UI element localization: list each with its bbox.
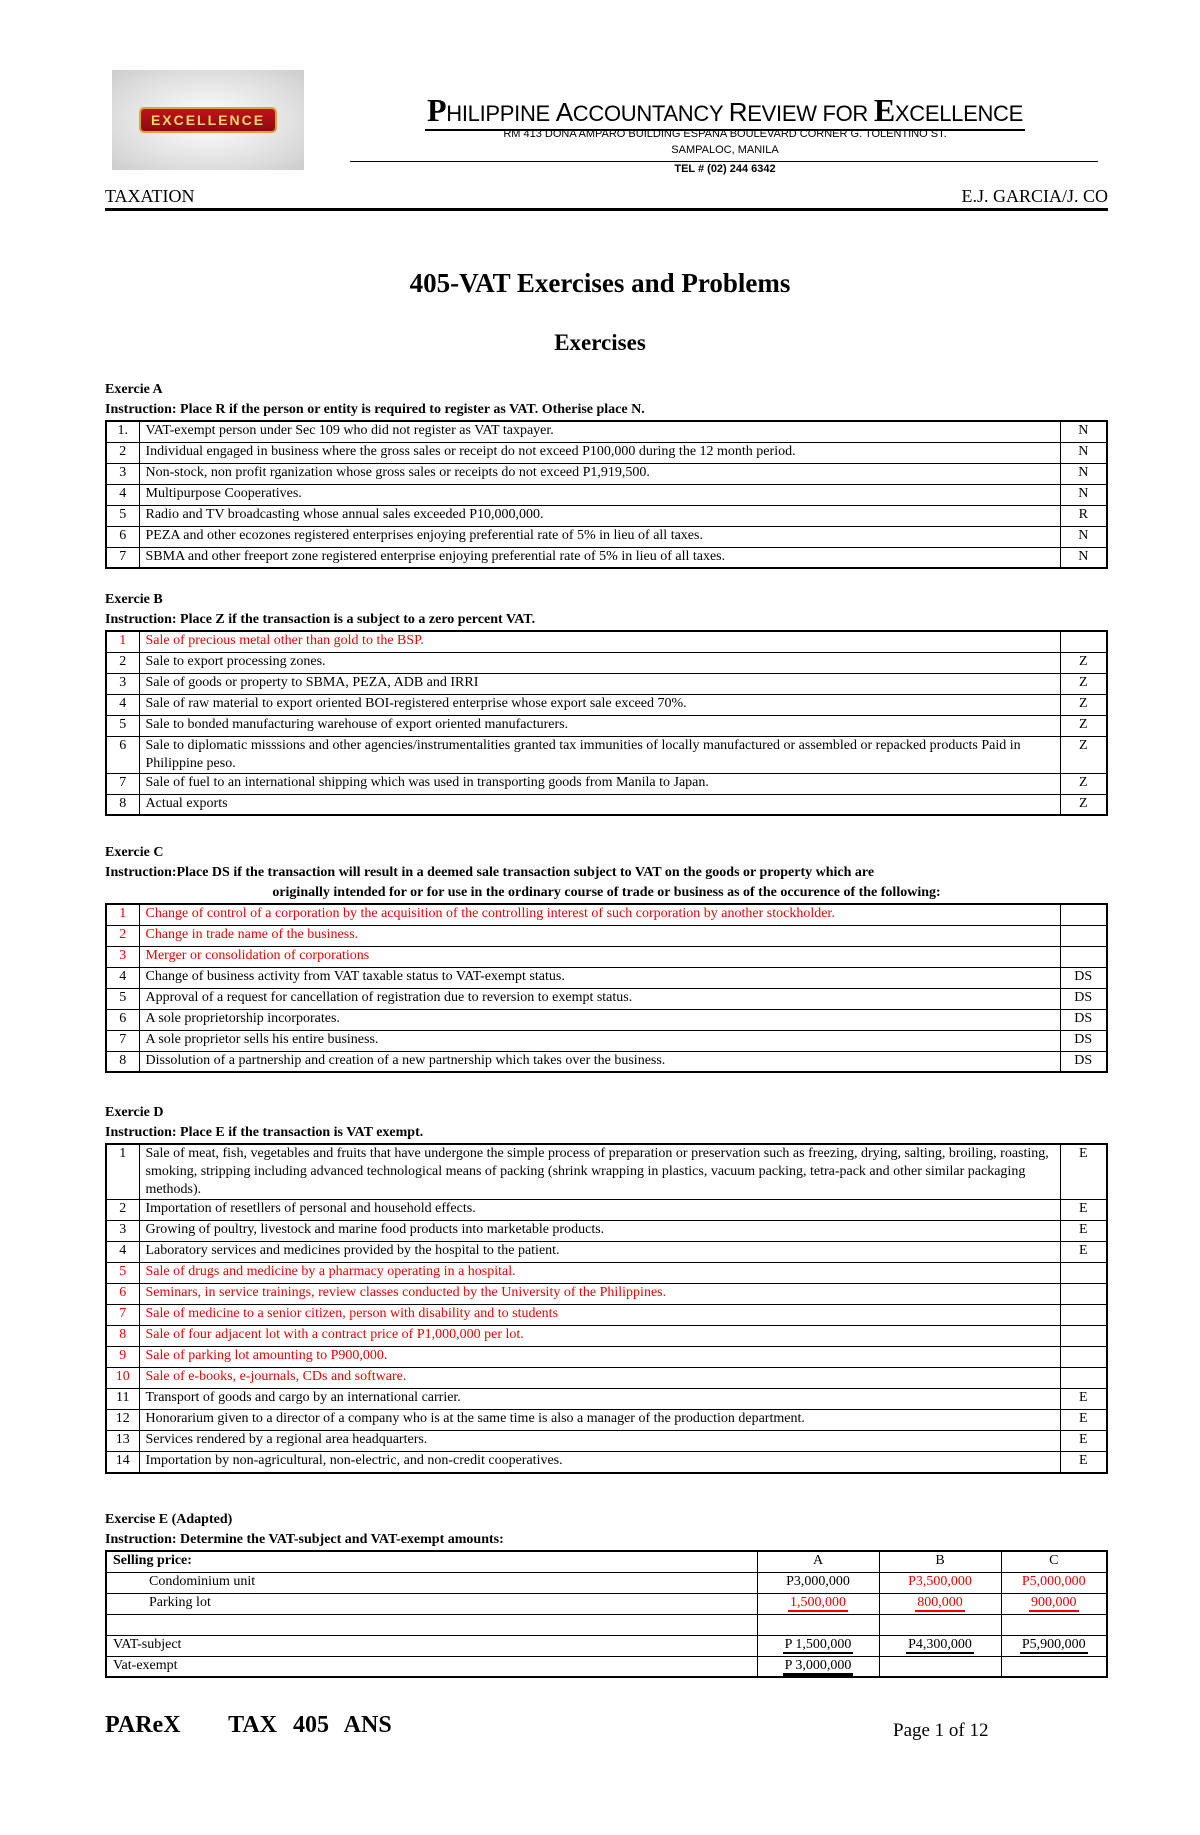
table-row	[106, 505, 1107, 526]
address-line-1: RM 413 DONA AMPARO BUILDING ESPANA BOULEVARD CORNER G. TOLENTINO ST.	[503, 128, 947, 140]
row-label: Parking lot	[106, 1593, 757, 1614]
table-row	[106, 1242, 1107, 1263]
item-number: 1.	[106, 421, 139, 442]
table-row	[106, 673, 1107, 694]
cell: P4,300,000	[908, 1636, 972, 1652]
table-row	[106, 1221, 1107, 1242]
item-text: Sale to export processing zones.	[139, 652, 1060, 673]
item-text: SBMA and other freeport zone registered enterprise enjoying preferential rate of 5% in lieu of all taxes.	[139, 547, 1060, 568]
subject: TAXATION	[105, 186, 195, 206]
item-number: 2	[106, 442, 139, 463]
item-answer: DS	[1060, 967, 1107, 988]
exercise-a	[105, 380, 1108, 569]
item-answer: Z	[1060, 773, 1107, 794]
item-number: 7	[106, 1305, 139, 1326]
item-answer: Z	[1060, 794, 1107, 815]
selling-price-label: Selling price:	[106, 1551, 757, 1572]
exercise-heading: Exercise E (Adapted)	[105, 1512, 233, 1527]
item-text: Multipurpose Cooperatives.	[139, 484, 1060, 505]
table-row	[106, 773, 1107, 794]
divider	[350, 161, 1098, 162]
col-header: B	[879, 1551, 1001, 1572]
item-text: Importation by non-agricultural, non-electric, and non-credit cooperatives.	[139, 1452, 1060, 1473]
table-row	[106, 1431, 1107, 1452]
cell: 900,000	[1031, 1594, 1077, 1610]
item-text: Sale of parking lot amounting to P900,000.	[139, 1347, 1060, 1368]
item-answer: Z	[1060, 736, 1107, 773]
exercise-d	[105, 1103, 1108, 1474]
row-label: VAT-subject	[106, 1635, 757, 1656]
table-row	[106, 1200, 1107, 1221]
item-text: A sole proprietor sells his entire business.	[139, 1030, 1060, 1051]
item-number: 9	[106, 1347, 139, 1368]
item-text: VAT-exempt person under Sec 109 who did not register as VAT taxpayer.	[139, 421, 1060, 442]
item-text: Sale of precious metal other than gold to the BSP.	[139, 631, 1060, 652]
item-text: Merger or consolidation of corporations	[139, 946, 1060, 967]
row-label: Condominium unit	[106, 1572, 757, 1593]
item-number: 6	[106, 736, 139, 773]
item-text: Change of business activity from VAT taxable status to VAT-exempt status.	[139, 967, 1060, 988]
subject-bar	[105, 186, 1108, 211]
exercise-heading: Exercie A	[105, 382, 163, 397]
item-text: Importation of resetllers of personal and household effects.	[139, 1200, 1060, 1221]
table-row	[106, 967, 1107, 988]
organization-name	[350, 92, 1100, 131]
table-row	[106, 1144, 1107, 1200]
section-title: Exercises	[554, 330, 646, 355]
item-text: Services rendered by a regional area headquarters.	[139, 1431, 1060, 1452]
item-number: 1	[106, 904, 139, 925]
item-text: A sole proprietorship incorporates.	[139, 1009, 1060, 1030]
cell: P3,000,000	[757, 1572, 879, 1593]
item-text: Transport of goods and cargo by an international carrier.	[139, 1389, 1060, 1410]
org-text: XCELLENCE	[894, 101, 1024, 126]
table-row	[106, 694, 1107, 715]
cell: P5,000,000	[1001, 1572, 1107, 1593]
exercise-table	[105, 420, 1108, 569]
item-text: Change of control of a corporation by the acquisition of the controlling interest of such corporation by another stockholder.	[139, 904, 1060, 925]
item-text: Approval of a request for cancellation of registration due to reversion to exempt status.	[139, 988, 1060, 1009]
item-text: Non-stock, non profit rganization whose gross sales or receipts do not exceed P1,919,500.	[139, 463, 1060, 484]
table-row	[106, 631, 1107, 652]
table-row	[106, 1452, 1107, 1473]
table-row	[106, 421, 1107, 442]
table-row	[106, 463, 1107, 484]
exercise-instruction: Instruction: Place E if the transaction is VAT exempt.	[105, 1125, 424, 1140]
footer-code: PAReX TAX 405 ANS	[105, 1712, 392, 1738]
item-answer: Z	[1060, 652, 1107, 673]
item-answer	[1060, 1368, 1107, 1389]
item-number: 3	[106, 946, 139, 967]
exercise-table	[105, 903, 1108, 1073]
item-text: Sale of e-books, e-journals, CDs and software.	[139, 1368, 1060, 1389]
item-number: 7	[106, 773, 139, 794]
item-answer: E	[1060, 1200, 1107, 1221]
cell: P3,500,000	[879, 1572, 1001, 1593]
item-answer: Z	[1060, 694, 1107, 715]
item-answer: DS	[1060, 1030, 1107, 1051]
table-row	[106, 1572, 1107, 1593]
cell: P 1,500,000	[784, 1636, 852, 1652]
table-row	[106, 1347, 1107, 1368]
table-row	[106, 1635, 1107, 1656]
item-number: 11	[106, 1389, 139, 1410]
org-initial: R	[728, 97, 748, 127]
item-number: 8	[106, 794, 139, 815]
item-number: 4	[106, 967, 139, 988]
page-title: 405-VAT Exercises and Problems	[409, 268, 791, 298]
item-answer	[1060, 1305, 1107, 1326]
item-answer	[1060, 946, 1107, 967]
item-answer: R	[1060, 505, 1107, 526]
item-answer: N	[1060, 421, 1107, 442]
table-row	[106, 1263, 1107, 1284]
table-row	[106, 526, 1107, 547]
table-header-row	[106, 1551, 1107, 1572]
logo-ribbon: EXCELLENCE	[141, 109, 275, 131]
item-number: 5	[106, 715, 139, 736]
item-number: 3	[106, 673, 139, 694]
table-row	[106, 547, 1107, 568]
item-number: 2	[106, 925, 139, 946]
item-answer: N	[1060, 442, 1107, 463]
item-answer	[1060, 631, 1107, 652]
org-text: CCOUNTANCY	[572, 101, 729, 126]
row-label: Vat-exempt	[106, 1656, 757, 1677]
table-row	[106, 794, 1107, 815]
logo	[112, 70, 304, 170]
table-row	[106, 1326, 1107, 1347]
item-text: Honorarium given to a director of a company who is at the same time is also a manager of the production department.	[139, 1410, 1060, 1431]
exercise-c	[105, 843, 1108, 1073]
item-answer: N	[1060, 526, 1107, 547]
item-answer: E	[1060, 1221, 1107, 1242]
table-row	[106, 484, 1107, 505]
table-row-empty	[106, 1614, 1107, 1635]
item-text: Sale of drugs and medicine by a pharmacy operating in a hospital.	[139, 1263, 1060, 1284]
item-number: 4	[106, 1242, 139, 1263]
table-row	[106, 715, 1107, 736]
item-number: 1	[106, 1144, 139, 1200]
table-row	[106, 1368, 1107, 1389]
page-number: Page 1 of 12	[893, 1720, 989, 1741]
table-row	[106, 1009, 1107, 1030]
exercise-table	[105, 630, 1108, 816]
item-answer: DS	[1060, 988, 1107, 1009]
table-row	[106, 1410, 1107, 1431]
cell: 800,000	[917, 1594, 963, 1610]
table-row	[106, 1593, 1107, 1614]
item-answer: E	[1060, 1452, 1107, 1473]
exercise-b	[105, 590, 1108, 816]
item-text: Sale to bonded manufacturing warehouse of export oriented manufacturers.	[139, 715, 1060, 736]
exercise-heading: Exercie D	[105, 1105, 164, 1120]
item-number: 12	[106, 1410, 139, 1431]
item-answer: Z	[1060, 715, 1107, 736]
item-answer: Z	[1060, 673, 1107, 694]
org-text: HILIPPINE	[446, 101, 556, 126]
item-number: 6	[106, 1284, 139, 1305]
item-text: Change in trade name of the business.	[139, 925, 1060, 946]
item-answer: N	[1060, 547, 1107, 568]
item-number: 4	[106, 694, 139, 715]
exercise-instruction: Instruction:Place DS if the transaction will result in a deemed sale transaction subject to VAT on the goods or property which are	[105, 865, 875, 880]
item-text: Sale of four adjacent lot with a contract price of P1,000,000 per lot.	[139, 1326, 1060, 1347]
table-row	[106, 442, 1107, 463]
item-answer: DS	[1060, 1051, 1107, 1072]
exercise-table	[105, 1143, 1108, 1474]
col-header: A	[757, 1551, 879, 1572]
table-row	[106, 1030, 1107, 1051]
item-answer	[1060, 1326, 1107, 1347]
item-text: Growing of poultry, livestock and marine food products into marketable products.	[139, 1221, 1060, 1242]
item-answer	[1060, 925, 1107, 946]
item-answer: E	[1060, 1144, 1107, 1200]
item-answer: E	[1060, 1242, 1107, 1263]
item-number: 8	[106, 1051, 139, 1072]
org-text: EVIEW FOR	[747, 101, 874, 126]
table-row	[106, 652, 1107, 673]
item-number: 8	[106, 1326, 139, 1347]
item-text: Sale of raw material to export oriented BOI-registered enterprise whose export sale exceed 70%.	[139, 694, 1060, 715]
item-answer	[1060, 904, 1107, 925]
table-row	[106, 946, 1107, 967]
col-header: C	[1001, 1551, 1107, 1572]
item-number: 10	[106, 1368, 139, 1389]
org-initial: E	[873, 92, 895, 128]
telephone: TEL # (02) 244 6342	[674, 163, 776, 175]
item-text: PEZA and other ecozones registered enterprises enjoying preferential rate of 5% in lieu of all taxes.	[139, 526, 1060, 547]
item-text: Sale to diplomatic misssions and other agencies/instrumentalities granted tax immunities of locally manufactured or assembled or repacked products Paid in Philippine peso.	[139, 736, 1060, 773]
org-initial: A	[555, 97, 573, 127]
item-number: 1	[106, 631, 139, 652]
item-number: 7	[106, 1030, 139, 1051]
item-text: Dissolution of a partnership and creation of a new partnership which takes over the business.	[139, 1051, 1060, 1072]
item-number: 6	[106, 526, 139, 547]
org-initial: P	[426, 92, 447, 128]
table-row	[106, 1656, 1107, 1677]
item-answer	[1060, 1263, 1107, 1284]
table-row	[106, 1305, 1107, 1326]
item-answer: E	[1060, 1410, 1107, 1431]
item-text: Seminars, in service trainings, review classes conducted by the University of the Philippines.	[139, 1284, 1060, 1305]
table-row	[106, 1389, 1107, 1410]
item-number: 4	[106, 484, 139, 505]
exercise-e	[105, 1510, 1108, 1678]
item-number: 7	[106, 547, 139, 568]
cell: P 3,000,000	[783, 1658, 854, 1676]
cell: 1,500,000	[790, 1594, 846, 1610]
exercise-instruction: Instruction: Determine the VAT-subject and VAT-exempt amounts:	[105, 1532, 504, 1547]
item-answer: N	[1060, 463, 1107, 484]
table-row	[106, 1284, 1107, 1305]
item-number: 3	[106, 1221, 139, 1242]
item-number: 2	[106, 1200, 139, 1221]
item-text: Individual engaged in business where the gross sales or receipt do not exceed P100,000 during the 12 month period.	[139, 442, 1060, 463]
item-number: 3	[106, 463, 139, 484]
exercise-e-table	[105, 1550, 1108, 1678]
table-row	[106, 1051, 1107, 1072]
table-row	[106, 904, 1107, 925]
item-answer	[1060, 1347, 1107, 1368]
item-number: 5	[106, 988, 139, 1009]
item-answer: E	[1060, 1431, 1107, 1452]
exercise-heading: Exercie C	[105, 845, 164, 860]
item-answer: E	[1060, 1389, 1107, 1410]
authors: E.J. GARCIA/J. CO	[961, 186, 1108, 206]
table-row	[106, 925, 1107, 946]
item-text: Sale of medicine to a senior citizen, person with disability and to students	[139, 1305, 1060, 1326]
item-number: 6	[106, 1009, 139, 1030]
item-number: 14	[106, 1452, 139, 1473]
table-row	[106, 736, 1107, 773]
item-number: 5	[106, 505, 139, 526]
item-text: Sale of meat, fish, vegetables and fruits that have undergone the simple process of preparation or preservation such as freezing, drying, salting, broiling, roasting, smoking, stripping including advanced technological means of packing (shrink wrapping in plastics, vacuum packing, tetra-pack and other similar packaging methods).	[139, 1144, 1060, 1200]
exercise-heading: Exercie B	[105, 592, 163, 607]
exercise-instruction-cont: originally intended for or for use in the ordinary course of trade or business as of the occurence of the following:	[272, 885, 941, 900]
item-number: 2	[106, 652, 139, 673]
item-text: Laboratory services and medicines provided by the hospital to the patient.	[139, 1242, 1060, 1263]
item-text: Actual exports	[139, 794, 1060, 815]
item-number: 5	[106, 1263, 139, 1284]
item-answer: DS	[1060, 1009, 1107, 1030]
item-answer	[1060, 1284, 1107, 1305]
exercise-instruction: Instruction: Place Z if the transaction is a subject to a zero percent VAT.	[105, 612, 536, 627]
table-row	[106, 988, 1107, 1009]
exercise-instruction: Instruction: Place R if the person or entity is required to register as VAT. Otherise place N.	[105, 402, 645, 417]
item-text: Sale of fuel to an international shipping which was used in transporting goods from Manila to Japan.	[139, 773, 1060, 794]
item-text: Sale of goods or property to SBMA, PEZA, ADB and IRRI	[139, 673, 1060, 694]
address-line-2: SAMPALOC, MANILA	[671, 144, 779, 156]
item-text: Radio and TV broadcasting whose annual sales exceeded P10,000,000.	[139, 505, 1060, 526]
cell: P5,900,000	[1021, 1636, 1086, 1652]
item-answer: N	[1060, 484, 1107, 505]
item-number: 13	[106, 1431, 139, 1452]
